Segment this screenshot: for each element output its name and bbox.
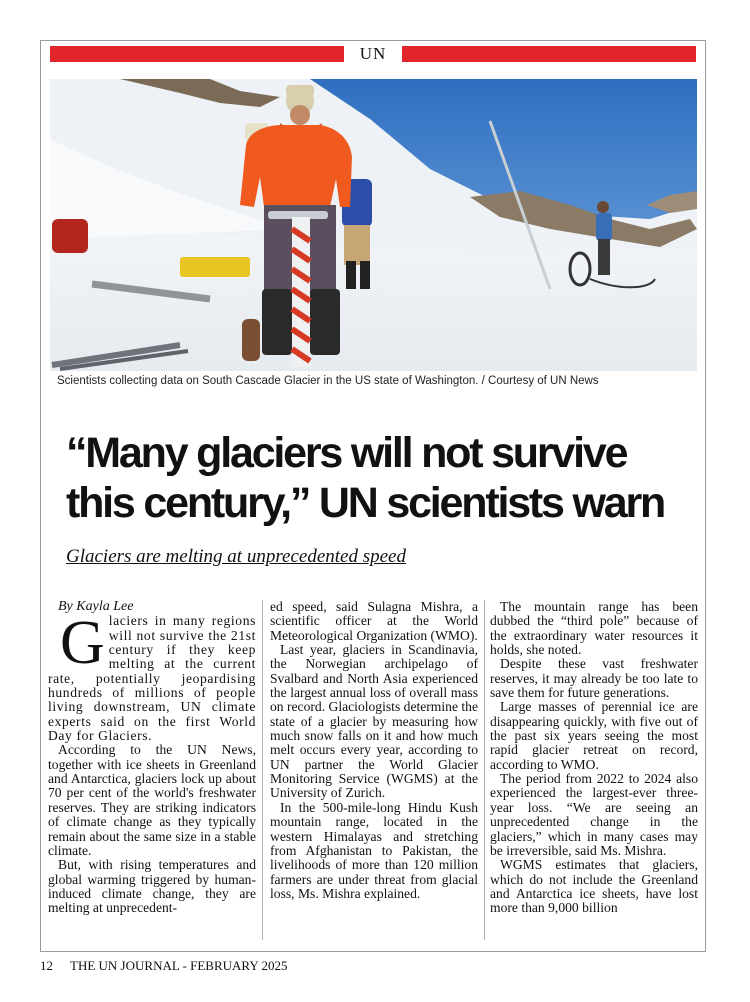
photo-caption: Scientists collecting data on South Cascade Glacier in the US state of Washington. / Courtesy of UN News <box>57 375 599 387</box>
paragraph: But, with rising temperatures and global warming triggered by human-induced climate change, they are melting at unprecedent- <box>48 857 256 916</box>
article-column-1 <box>48 600 256 916</box>
page-footer <box>40 958 302 974</box>
byline: By Kayla Lee <box>58 599 134 614</box>
paragraph: In the 500-mile-long Hindu Kush mountain range, located in the western Himalayas and stretching from Afghanistan to Pakistan, the livelihoods of more than 120 million farmers are under threat from glacial loss, Ms. Mishra explained. <box>270 799 478 901</box>
paragraph: Despite these vast freshwater reserves, it may already be too late to save them for future generations. <box>490 656 698 701</box>
headline-line-1: “Many glaciers will not survive <box>66 429 627 477</box>
paragraph: WGMS estimates that glaciers, which do not include the Greenland and Antarctica ice sheets, have lost more than 9,000 billion <box>490 857 698 916</box>
article-headline <box>66 428 696 528</box>
column-divider-2 <box>484 600 485 940</box>
paragraph: The mountain range has been dubbed the “third pole” because of the extraordinary water resources it holds, she noted. <box>490 599 698 658</box>
paragraph: ed speed, said Sulagna Mishra, a scientific officer at the World Meteorological Organization (WMO). <box>270 599 478 643</box>
paragraph: According to the UN News, together with ice sheets in Greenland and Antarctica, glaciers lock up about 70 per cent of the world's freshwater reserves. They are striking indicators of climate change as they typically remain about the same size in a stable climate. <box>48 742 256 858</box>
section-label: UN <box>359 44 387 63</box>
paragraph: The period from 2022 to 2024 also experienced the largest-ever three-year loss. “We are seeing an unprecedented change in the glaciers,” which in many cases may be irreversible, said Ms. Mishra. <box>490 771 698 858</box>
column-divider-1 <box>262 600 263 940</box>
article-column-3 <box>490 600 698 916</box>
headline-line-2: this century,” UN scientists warn <box>66 479 665 527</box>
article-photo <box>50 79 697 371</box>
glacier-scene-illustration <box>50 79 697 371</box>
section-bar-right <box>402 46 696 62</box>
page-number: 12 <box>40 958 53 973</box>
paragraph: Large masses of perennial ice are disappearing quickly, with five out of the past six years seeing the most rapid glacier retreat on record, according to WMO. <box>490 699 698 772</box>
publication-name: THE UN JOURNAL - FEBRUARY 2025 <box>70 958 288 973</box>
drop-cap: G <box>60 609 105 678</box>
paragraph: Last year, glaciers in Scandinavia, the Norwegian archipelago of Svalbard and North Asia experienced the largest annual loss of overall mass on record. Glaciologists determine the state of a glacier by measuring how much snow falls on it and how much melt occurs every year, according to UN partner the World Glacier Monitoring Service (WGMS) at the University of Zurich. <box>270 642 478 801</box>
article-subhead: Glaciers are melting at unprecedented speed <box>66 546 406 567</box>
paragraph: laciers in many regions will not survive the 21st century if they keep melting at the current rate, potentially jeopardising hundreds of millions of people living downstream, UN climate experts said on the first World Day for Glaciers. <box>48 613 256 744</box>
section-bar-left <box>50 46 344 62</box>
article-column-2 <box>270 600 478 901</box>
